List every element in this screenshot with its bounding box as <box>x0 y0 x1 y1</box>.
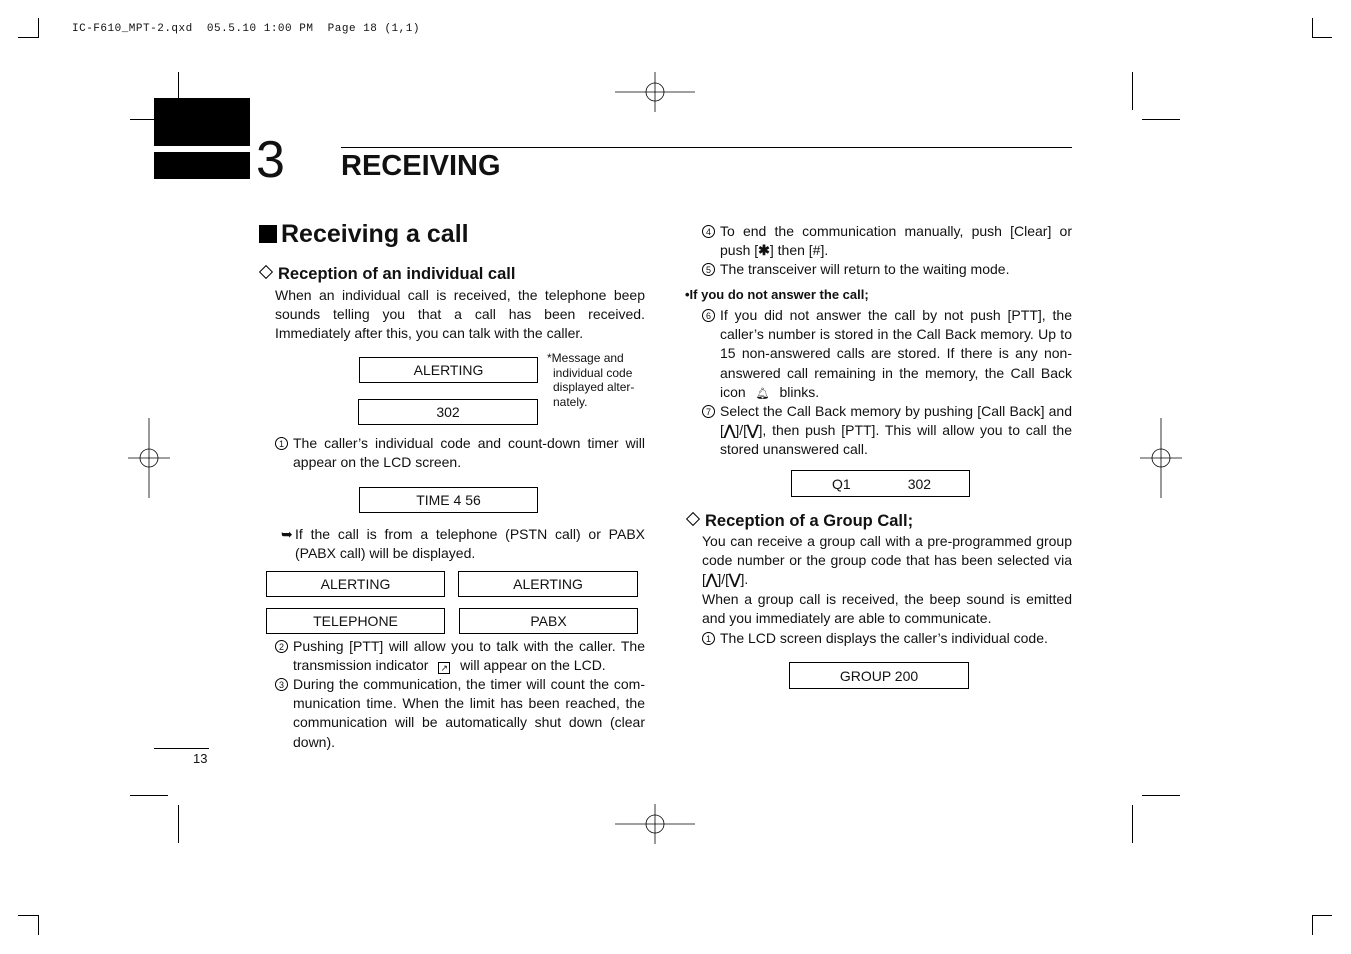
lcd-group: GROUP 200 <box>789 662 969 689</box>
trim-mark <box>1142 119 1180 120</box>
asterisk-key-icon: ✱ <box>758 242 770 259</box>
diamond-icon <box>259 265 273 279</box>
intro-paragraph: When an individual call is received, the telephone beep sounds telling you that a call has been received. Immediately after this, you can talk with the caller. <box>275 287 645 342</box>
page-number: 13 <box>193 751 208 766</box>
registration-mark-icon <box>1140 418 1182 498</box>
step-7: 7 Select the Call Back memory by pushing [Call Back] and [⋀]/[⋁], then push [PTT]. This will allow you to call the stored unanswered call. <box>720 402 1072 460</box>
call-back-bell-icon: 🔔︎ <box>755 387 770 400</box>
section-rule <box>341 147 1072 148</box>
pstn-note: ➥ If the call is from a telephone (PSTN call) or PABX (PABX call) will be displayed. <box>281 526 645 562</box>
lcd-timer: TIME 4 56 <box>359 487 538 513</box>
crop-mark <box>18 915 38 916</box>
lcd-alerting-pabx: ALERTING <box>458 571 638 597</box>
crop-mark <box>1312 915 1332 916</box>
page-number-rule <box>154 748 209 749</box>
lcd-callback-memory: Q1 302 <box>791 470 970 497</box>
up-arrow-key-icon: ⋀ <box>723 422 736 439</box>
group-step-1: 1 The LCD screen displays the caller’s individual code. <box>720 629 1072 648</box>
page-heading: Receiving a call <box>259 220 469 249</box>
step-1: 1 The caller’s individual code and count-down timer will appear on the LCD screen. <box>293 434 645 472</box>
lcd-alerting-pstn: ALERTING <box>266 571 445 597</box>
up-arrow-key-icon: ⋀ <box>705 571 718 588</box>
no-answer-heading: •If you do not answer the call; <box>685 287 869 302</box>
down-arrow-key-icon: ⋁ <box>729 571 741 588</box>
display-note: *Message and individual code displayed alter- nately. <box>547 351 635 409</box>
lcd-telephone: TELEPHONE <box>266 608 445 634</box>
registration-mark-icon <box>615 72 695 112</box>
crop-mark <box>1312 37 1332 38</box>
step-4: 4 To end the communication manually, push [Clear] or push [✱] then [#]. <box>720 222 1072 260</box>
group-intro: You can receive a group call with a pre-programmed group code number or the group code that has been selected via [⋀]/[⋁]. <box>702 533 1072 588</box>
lcd-alerting: ALERTING <box>359 357 538 383</box>
crop-mark <box>1312 18 1313 38</box>
registration-mark-icon <box>128 418 170 498</box>
group-intro-2: When a group call is received, the beep sound is emitted and you immediately are able to communicate. <box>702 591 1072 627</box>
section-title: RECEIVING <box>341 150 501 182</box>
section-tab-block <box>154 98 250 146</box>
file-slug: IC-F610_MPT-2.qxd 05.5.10 1:00 PM Page 18 (1,1) <box>72 23 420 35</box>
lcd-pabx: PABX <box>459 608 638 634</box>
crop-mark <box>38 18 39 38</box>
crop-mark <box>1312 915 1313 935</box>
subheading-group: Reception of a Group Call; <box>686 512 913 531</box>
crop-mark <box>18 37 38 38</box>
section-number: 3 <box>256 131 285 189</box>
trim-mark <box>130 795 168 796</box>
trim-mark <box>1142 795 1180 796</box>
trim-mark <box>1132 72 1133 110</box>
crop-mark <box>38 915 39 935</box>
step-2: 2 Pushing [PTT] will allow you to talk with the caller. The transmission indicator ↗ will appear on the LCD. <box>293 637 645 675</box>
lcd-code: 302 <box>358 399 538 425</box>
subheading-individual: Reception of an individual call <box>259 265 515 284</box>
square-bullet-icon <box>259 225 277 243</box>
step-6: 6 If you did not answer the call by not push [PTT], the caller’s number is stored in the Call Back memory. Up to 15 non-answered calls are stored. If there is any non- answered call remaining in the memory, the Call Back icon 🔔︎ blinks. <box>720 306 1072 404</box>
registration-mark-icon <box>615 804 695 844</box>
arrow-bullet-icon: ➥ <box>281 526 293 542</box>
step-5: 5 The transceiver will return to the waiting mode. <box>720 260 1072 279</box>
section-tab-block <box>154 152 250 179</box>
trim-mark <box>1132 805 1133 843</box>
down-arrow-key-icon: ⋁ <box>747 422 759 439</box>
step-3: 3 During the communication, the timer will count the com- munication time. When the limit has been reached, the communication will be automatically shut down (clear down). <box>293 675 645 752</box>
diamond-icon <box>686 512 700 526</box>
transmit-indicator-icon: ↗ <box>438 662 450 674</box>
trim-mark <box>178 805 179 843</box>
